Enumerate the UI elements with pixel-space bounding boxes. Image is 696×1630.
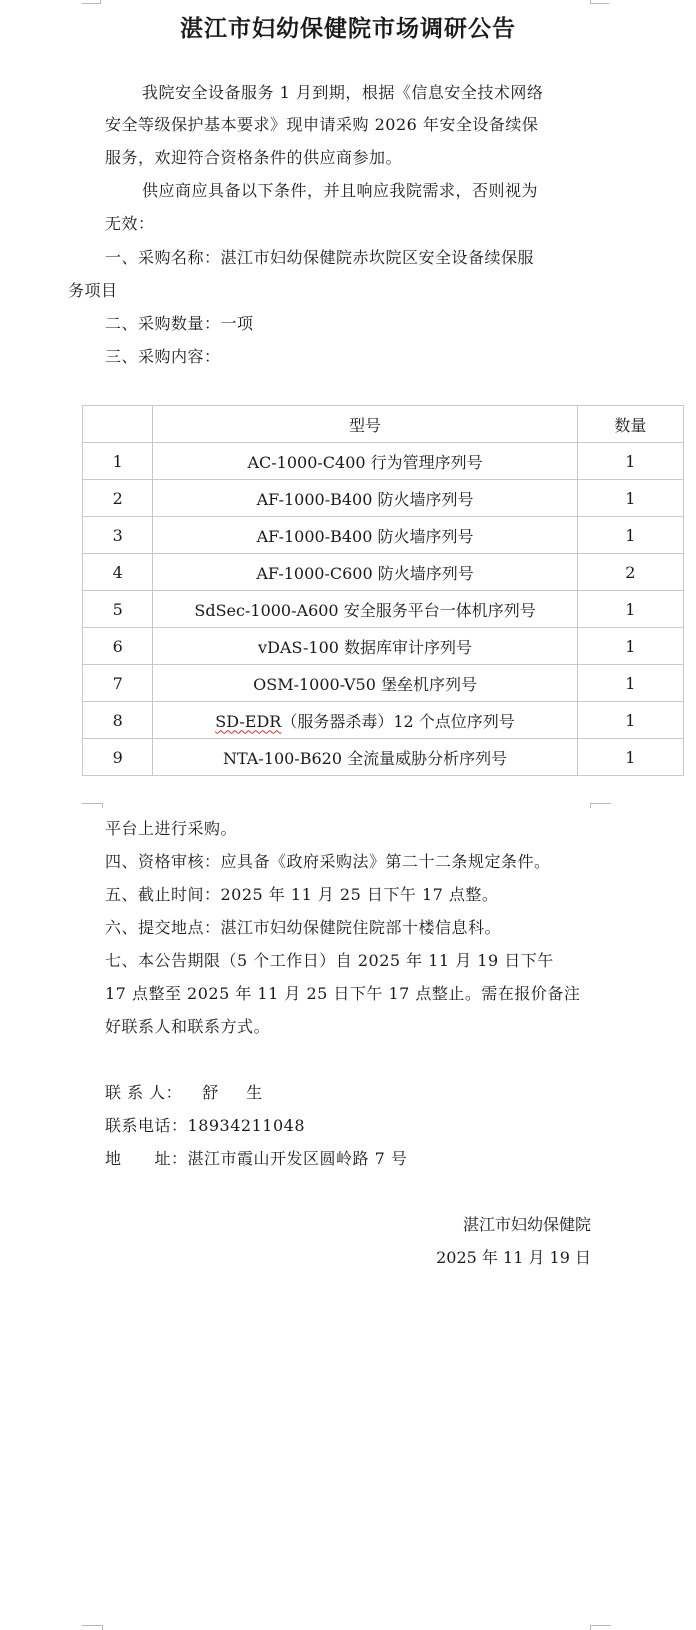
paragraph-line: 我院安全设备服务 1 月到期，根据《信息安全技术网络 — [142, 83, 544, 102]
table-header-row — [83, 406, 684, 443]
table-row — [83, 517, 684, 554]
row-index: 4 — [83, 554, 153, 591]
page-corner-mark — [590, 1625, 611, 1630]
contact-address-label: 地 址： — [105, 1149, 188, 1168]
signature-organization: 湛江市妇幼保健院 — [462, 1215, 591, 1234]
contact-person-label: 联 系 人： — [105, 1083, 183, 1102]
row-quantity: 1 — [577, 517, 683, 554]
table-row — [83, 443, 684, 480]
row-model: NTA-100-B620 全流量威胁分析序列号 — [153, 739, 577, 776]
procurement-table — [82, 405, 684, 776]
contact-person-value: 舒 生 — [202, 1083, 269, 1102]
section-item-7-cont: 17 点整至 2025 年 11 月 25 日下午 17 点整止。需在报价备注 — [105, 984, 581, 1003]
table-row — [83, 665, 684, 702]
header-index — [83, 406, 153, 443]
row-quantity: 1 — [577, 739, 683, 776]
spellcheck-underlined-text: SD-EDR — [215, 711, 282, 731]
row-quantity: 1 — [577, 443, 683, 480]
contact-phone — [105, 1116, 305, 1136]
row-index: 2 — [83, 480, 153, 517]
table-row — [83, 702, 684, 739]
table-row — [83, 628, 684, 665]
row-index: 7 — [83, 665, 153, 702]
table-row — [83, 554, 684, 591]
row-quantity: 1 — [577, 665, 683, 702]
row-index: 5 — [83, 591, 153, 628]
header-model: 型号 — [153, 406, 577, 443]
paragraph-line: 服务，欢迎符合资格条件的供应商参加。 — [105, 148, 403, 167]
section-item-5: 五、截止时间：2025 年 11 月 25 日下午 17 点整。 — [105, 885, 499, 904]
table-row — [83, 591, 684, 628]
row-quantity: 2 — [577, 554, 683, 591]
row-index: 6 — [83, 628, 153, 665]
page-title: 湛江市妇幼保健院市场调研公告 — [180, 16, 516, 42]
paragraph-line: 安全等级保护基本要求》现申请采购 2026 年安全设备续保 — [105, 115, 539, 134]
contact-phone-label: 联系电话： — [105, 1116, 188, 1135]
row-quantity: 1 — [577, 591, 683, 628]
row-quantity: 1 — [577, 480, 683, 517]
header-quantity: 数量 — [577, 406, 683, 443]
paragraph-line: 供应商应具备以下条件，并且响应我院需求，否则视为 — [142, 181, 539, 200]
row-index: 9 — [83, 739, 153, 776]
contact-phone-value: 18934211048 — [187, 1116, 305, 1135]
contact-person — [105, 1083, 268, 1103]
table-row — [83, 480, 684, 517]
paragraph-line: 无效： — [105, 214, 155, 233]
row-model — [153, 702, 577, 739]
section-item-3: 三、采购内容： — [105, 347, 221, 366]
section-item-2: 二、采购数量：一项 — [105, 314, 254, 333]
section-item-6: 六、提交地点：湛江市妇幼保健院住院部十楼信息科。 — [105, 918, 502, 937]
row-index: 8 — [83, 702, 153, 739]
row-model: SdSec-1000-A600 安全服务平台一体机序列号 — [153, 591, 577, 628]
row-model: OSM-1000-V50 堡垒机序列号 — [153, 665, 577, 702]
page-corner-mark — [82, 0, 101, 4]
page-corner-mark — [82, 803, 103, 808]
section-item-1: 一、采购名称：湛江市妇幼保健院赤坎院区安全设备续保服 — [105, 248, 535, 267]
row-quantity: 1 — [577, 628, 683, 665]
section-item-4: 四、资格审核：应具备《政府采购法》第二十二条规定条件。 — [105, 852, 551, 871]
row-quantity: 1 — [577, 702, 683, 739]
page-corner-mark — [590, 0, 609, 4]
signature-date: 2025 年 11 月 19 日 — [436, 1248, 591, 1267]
row-model: AF-1000-B400 防火墙序列号 — [153, 480, 577, 517]
page-corner-mark — [590, 803, 611, 808]
row-model: AF-1000-B400 防火墙序列号 — [153, 517, 577, 554]
row-model: AC-1000-C400 行为管理序列号 — [153, 443, 577, 480]
row-model: AF-1000-C600 防火墙序列号 — [153, 554, 577, 591]
paragraph-line: 平台上进行采购。 — [105, 819, 238, 838]
table-row — [83, 739, 684, 776]
section-item-7: 七、本公告期限（5 个工作日）自 2025 年 11 月 19 日下午 — [105, 951, 554, 970]
contact-address-value: 湛江市霞山开发区圆岭路 7 号 — [187, 1149, 408, 1168]
row-index: 1 — [83, 443, 153, 480]
contact-address — [105, 1149, 407, 1169]
section-item-1-cont: 务项目 — [68, 281, 118, 300]
row-model-rest: （服务器杀毒）12 个点位序列号 — [281, 711, 515, 731]
page-corner-mark — [82, 1625, 103, 1630]
section-item-7-cont: 好联系人和联系方式。 — [105, 1017, 271, 1036]
row-model: vDAS-100 数据库审计序列号 — [153, 628, 577, 665]
row-index: 3 — [83, 517, 153, 554]
